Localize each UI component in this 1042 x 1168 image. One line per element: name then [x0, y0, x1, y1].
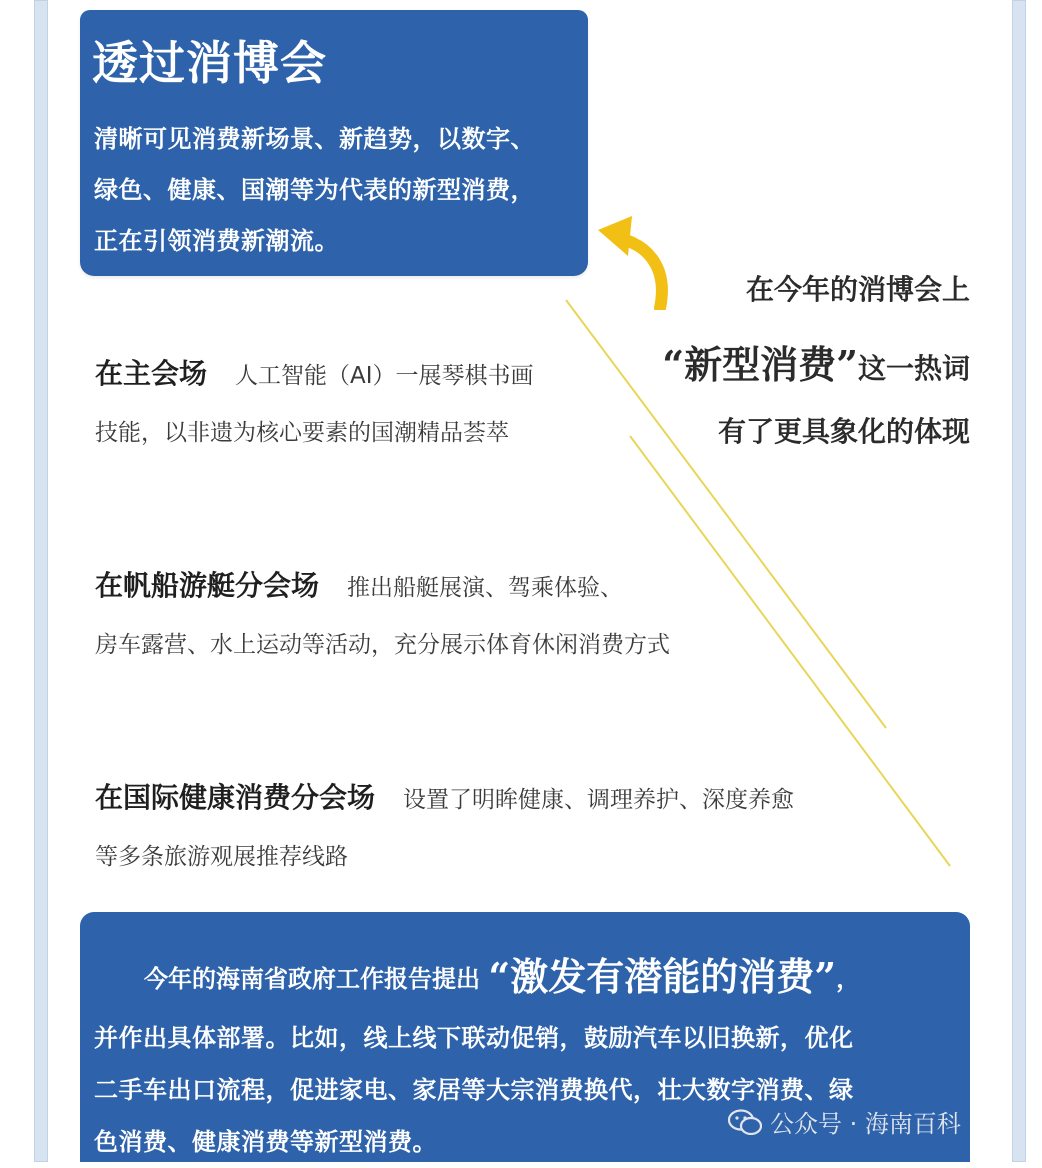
- venue-text-line2: 技能，以非遗为核心要素的国潮精品荟萃: [95, 420, 509, 446]
- panel-line: 绿色、健康、国潮等为代表的新型消费，: [94, 176, 535, 204]
- report-line: 并作出具体部署。比如，线上线下联动促销，鼓励汽车以旧换新，优化: [94, 1024, 854, 1052]
- callout-line-2: [662, 334, 970, 389]
- callout-line-3: 有了更具象化的体现: [717, 415, 970, 448]
- watermark: [728, 1104, 961, 1139]
- callout-line-1: 在今年的消博会上: [745, 273, 970, 306]
- report-line: 色消费、健康消费等新型消费。: [94, 1128, 437, 1156]
- venue-name: 在主会场: [95, 357, 208, 390]
- callout-keyword: “新型消费”: [662, 342, 858, 387]
- panel-line: 清晰可见消费新场景、新趋势，以数字、: [94, 125, 535, 153]
- panel-line: 正在引领消费新潮流。: [94, 227, 339, 255]
- venue-main: [95, 352, 534, 447]
- report-intro-end: ，: [836, 965, 861, 993]
- venue-text: 设置了明眸健康、调理养护、深度养愈: [403, 787, 795, 813]
- venue-text: 推出船艇展演、驾乘体验、: [347, 575, 624, 601]
- report-body: [94, 1012, 964, 1168]
- watermark-text: 公众号 · 海南百科: [770, 1110, 961, 1138]
- venue-sailing: [95, 564, 670, 659]
- callout-line-2-rest: 这一热词: [857, 352, 970, 385]
- report-line: 二手车出口流程，促进家电、家居等大宗消费换代，壮大数字消费、绿: [94, 1076, 854, 1104]
- curved-arrow-icon: [590, 210, 680, 310]
- report-intro: [144, 946, 860, 1001]
- report-intro-text: 今年的海南省政府工作报告提出: [144, 965, 480, 993]
- venue-health: [95, 776, 794, 871]
- report-keyword: “激发有潜能的消费”: [488, 954, 837, 999]
- venue-name: 在国际健康消费分会场: [95, 781, 376, 814]
- panel-title: 透过消博会: [92, 36, 327, 90]
- venue-text: 人工智能（AI）一展琴棋书画: [235, 363, 534, 389]
- venue-text-line2: 房车露营、水上运动等活动，充分展示体育休闲消费方式: [95, 632, 670, 658]
- wechat-icon: [728, 1109, 762, 1135]
- venue-text-line2: 等多条旅游观展推荐线路: [95, 844, 348, 870]
- panel-body: [94, 114, 584, 267]
- intro-panel: [80, 10, 588, 276]
- venue-name: 在帆船游艇分会场: [95, 569, 320, 602]
